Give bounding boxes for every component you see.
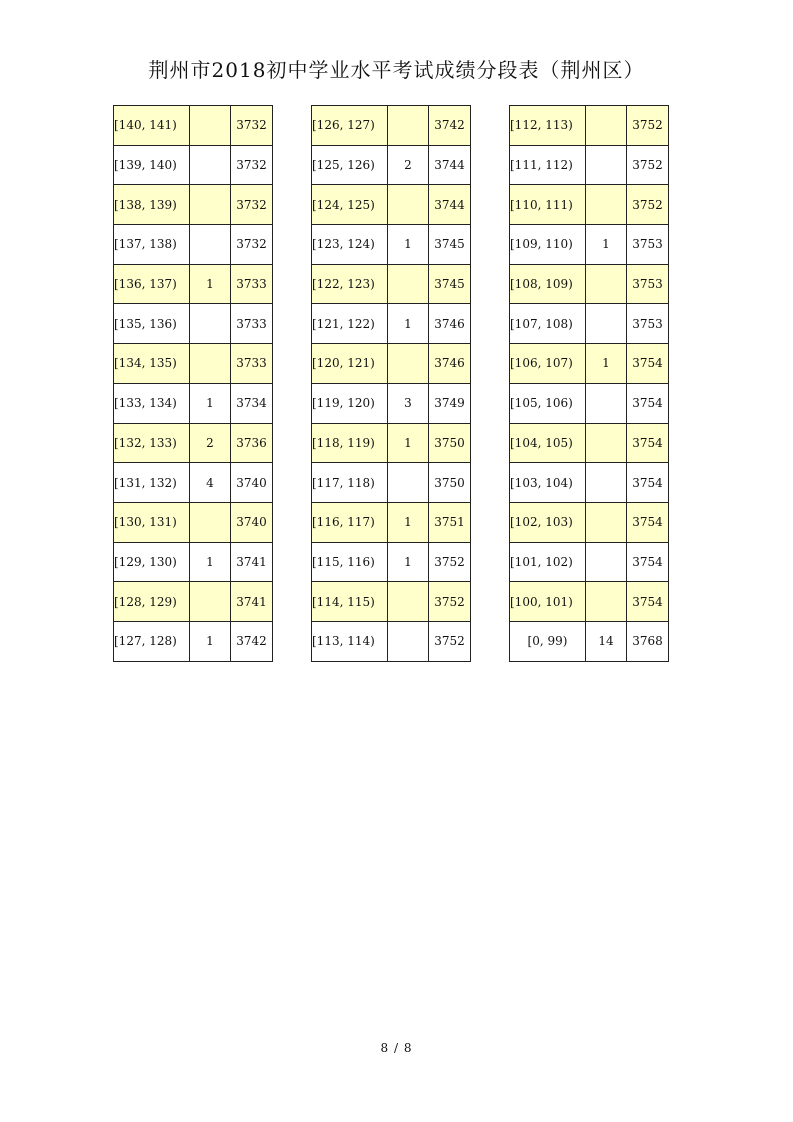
score-table-body: [114, 106, 273, 662]
score-range-cell: [115, 116): [312, 542, 388, 582]
count-cell: 3: [388, 383, 429, 423]
cumulative-cell: 3736: [231, 423, 273, 463]
score-range-cell: [126, 127): [312, 106, 388, 146]
score-range-cell: [131, 132): [114, 463, 190, 503]
cumulative-cell: 3741: [231, 582, 273, 622]
cumulative-cell: 3750: [429, 463, 471, 503]
score-range-cell: [139, 140): [114, 145, 190, 185]
count-cell: [586, 145, 627, 185]
table-row: [312, 582, 471, 622]
count-cell: 1: [388, 542, 429, 582]
score-range-cell: [138, 139): [114, 185, 190, 225]
score-range-cell: [104, 105): [510, 423, 586, 463]
score-range-cell: [117, 118): [312, 463, 388, 503]
count-cell: [388, 106, 429, 146]
score-range-cell: [136, 137): [114, 264, 190, 304]
table-row: [114, 304, 273, 344]
count-cell: 1: [190, 621, 231, 661]
cumulative-cell: 3745: [429, 225, 471, 265]
score-range-cell: [132, 133): [114, 423, 190, 463]
table-row: [312, 423, 471, 463]
score-range-cell: [113, 114): [312, 621, 388, 661]
table-row: [114, 383, 273, 423]
cumulative-cell: 3752: [429, 621, 471, 661]
table-row: [312, 225, 471, 265]
cumulative-cell: 3744: [429, 185, 471, 225]
score-range-cell: [102, 103): [510, 502, 586, 542]
score-table-2: [311, 105, 471, 662]
score-range-cell: [120, 121): [312, 344, 388, 384]
cumulative-cell: 3733: [231, 304, 273, 344]
score-range-cell: [127, 128): [114, 621, 190, 661]
table-row: [114, 344, 273, 384]
table-row: [312, 542, 471, 582]
cumulative-cell: 3749: [429, 383, 471, 423]
cumulative-cell: 3754: [627, 542, 669, 582]
score-range-cell: [124, 125): [312, 185, 388, 225]
table-row: [312, 621, 471, 661]
table-row: [114, 502, 273, 542]
count-cell: [586, 304, 627, 344]
count-cell: 1: [190, 383, 231, 423]
cumulative-cell: 3754: [627, 383, 669, 423]
table-row: [114, 145, 273, 185]
cumulative-cell: 3752: [627, 106, 669, 146]
score-range-cell: [111, 112): [510, 145, 586, 185]
cumulative-cell: 3732: [231, 145, 273, 185]
cumulative-cell: 3752: [429, 582, 471, 622]
table-row: [510, 225, 669, 265]
score-range-cell: [107, 108): [510, 304, 586, 344]
table-row: [312, 463, 471, 503]
score-range-cell: [125, 126): [312, 145, 388, 185]
score-range-cell: [134, 135): [114, 344, 190, 384]
count-cell: [586, 185, 627, 225]
table-row: [114, 582, 273, 622]
count-cell: 1: [190, 542, 231, 582]
score-table-body: [510, 106, 669, 662]
cumulative-cell: 3745: [429, 264, 471, 304]
cumulative-cell: 3752: [429, 542, 471, 582]
cumulative-cell: 3753: [627, 225, 669, 265]
table-row: [114, 106, 273, 146]
score-range-cell: [103, 104): [510, 463, 586, 503]
score-range-cell: [130, 131): [114, 502, 190, 542]
score-range-cell: [110, 111): [510, 185, 586, 225]
table-row: [312, 185, 471, 225]
count-cell: 2: [388, 145, 429, 185]
score-table-1: [113, 105, 273, 662]
cumulative-cell: 3740: [231, 502, 273, 542]
count-cell: [586, 502, 627, 542]
score-range-cell: [119, 120): [312, 383, 388, 423]
count-cell: [388, 621, 429, 661]
table-row: [510, 304, 669, 344]
cumulative-cell: 3732: [231, 185, 273, 225]
table-row: [510, 621, 669, 661]
table-row: [114, 225, 273, 265]
score-range-cell: [121, 122): [312, 304, 388, 344]
table-row: [510, 185, 669, 225]
score-range-cell: [114, 115): [312, 582, 388, 622]
count-cell: [586, 423, 627, 463]
score-range-cell: [122, 123): [312, 264, 388, 304]
cumulative-cell: 3741: [231, 542, 273, 582]
cumulative-cell: 3740: [231, 463, 273, 503]
cumulative-cell: 3751: [429, 502, 471, 542]
table-row: [510, 264, 669, 304]
score-range-cell: [137, 138): [114, 225, 190, 265]
count-cell: 2: [190, 423, 231, 463]
count-cell: [190, 304, 231, 344]
count-cell: [388, 344, 429, 384]
cumulative-cell: 3744: [429, 145, 471, 185]
count-cell: [586, 463, 627, 503]
cumulative-cell: 3732: [231, 106, 273, 146]
cumulative-cell: 3754: [627, 423, 669, 463]
table-row: [114, 185, 273, 225]
cumulative-cell: 3750: [429, 423, 471, 463]
table-row: [312, 264, 471, 304]
count-cell: [388, 185, 429, 225]
table-row: [114, 463, 273, 503]
count-cell: 1: [388, 304, 429, 344]
table-row: [510, 383, 669, 423]
count-cell: [586, 264, 627, 304]
cumulative-cell: 3753: [627, 264, 669, 304]
count-cell: [388, 582, 429, 622]
count-cell: 4: [190, 463, 231, 503]
count-cell: 14: [586, 621, 627, 661]
score-range-cell: [128, 129): [114, 582, 190, 622]
score-range-cell: [106, 107): [510, 344, 586, 384]
table-row: [312, 145, 471, 185]
count-cell: 1: [388, 225, 429, 265]
table-row: [312, 502, 471, 542]
table-row: [510, 463, 669, 503]
count-cell: [190, 344, 231, 384]
count-cell: 1: [388, 423, 429, 463]
table-row: [510, 582, 669, 622]
cumulative-cell: 3754: [627, 344, 669, 384]
page-title: 荆州市2018初中学业水平考试成绩分段表（荆州区）: [148, 58, 645, 82]
cumulative-cell: 3746: [429, 304, 471, 344]
table-row: [312, 304, 471, 344]
table-row: [114, 542, 273, 582]
score-range-cell: [112, 113): [510, 106, 586, 146]
score-table-3: [509, 105, 669, 662]
count-cell: [190, 106, 231, 146]
score-range-cell: [101, 102): [510, 542, 586, 582]
cumulative-cell: 3733: [231, 264, 273, 304]
cumulative-cell: 3754: [627, 582, 669, 622]
score-range-cell: [109, 110): [510, 225, 586, 265]
table-row: [114, 423, 273, 463]
cumulative-cell: 3746: [429, 344, 471, 384]
cumulative-cell: 3752: [627, 185, 669, 225]
cumulative-cell: 3753: [627, 304, 669, 344]
table-row: [114, 621, 273, 661]
cumulative-cell: 3742: [429, 106, 471, 146]
count-cell: 1: [586, 344, 627, 384]
table-row: [312, 383, 471, 423]
count-cell: [388, 463, 429, 503]
score-range-cell: [133, 134): [114, 383, 190, 423]
score-range-cell: [135, 136): [114, 304, 190, 344]
table-row: [510, 145, 669, 185]
cumulative-cell: 3768: [627, 621, 669, 661]
count-cell: 1: [586, 225, 627, 265]
count-cell: [586, 582, 627, 622]
table-row: [510, 106, 669, 146]
score-range-cell: [116, 117): [312, 502, 388, 542]
table-row: [510, 542, 669, 582]
score-range-cell: [100, 101): [510, 582, 586, 622]
count-cell: 1: [190, 264, 231, 304]
cumulative-cell: 3752: [627, 145, 669, 185]
score-table-body: [312, 106, 471, 662]
page-number: 8 / 8: [380, 1041, 413, 1055]
cumulative-cell: 3754: [627, 502, 669, 542]
score-range-cell: [140, 141): [114, 106, 190, 146]
cumulative-cell: 3742: [231, 621, 273, 661]
cumulative-cell: 3734: [231, 383, 273, 423]
score-range-cell: [118, 119): [312, 423, 388, 463]
count-cell: 1: [388, 502, 429, 542]
count-cell: [586, 106, 627, 146]
score-range-cell: [123, 124): [312, 225, 388, 265]
table-row: [114, 264, 273, 304]
count-cell: [388, 264, 429, 304]
count-cell: [586, 383, 627, 423]
score-range-cell: [0, 99): [510, 621, 586, 661]
table-row: [312, 106, 471, 146]
count-cell: [190, 225, 231, 265]
count-cell: [190, 502, 231, 542]
count-cell: [190, 185, 231, 225]
table-row: [510, 502, 669, 542]
score-range-cell: [108, 109): [510, 264, 586, 304]
count-cell: [586, 542, 627, 582]
count-cell: [190, 145, 231, 185]
table-row: [510, 344, 669, 384]
table-row: [510, 423, 669, 463]
score-range-cell: [129, 130): [114, 542, 190, 582]
cumulative-cell: 3733: [231, 344, 273, 384]
count-cell: [190, 582, 231, 622]
cumulative-cell: 3754: [627, 463, 669, 503]
table-row: [312, 344, 471, 384]
score-range-cell: [105, 106): [510, 383, 586, 423]
cumulative-cell: 3732: [231, 225, 273, 265]
